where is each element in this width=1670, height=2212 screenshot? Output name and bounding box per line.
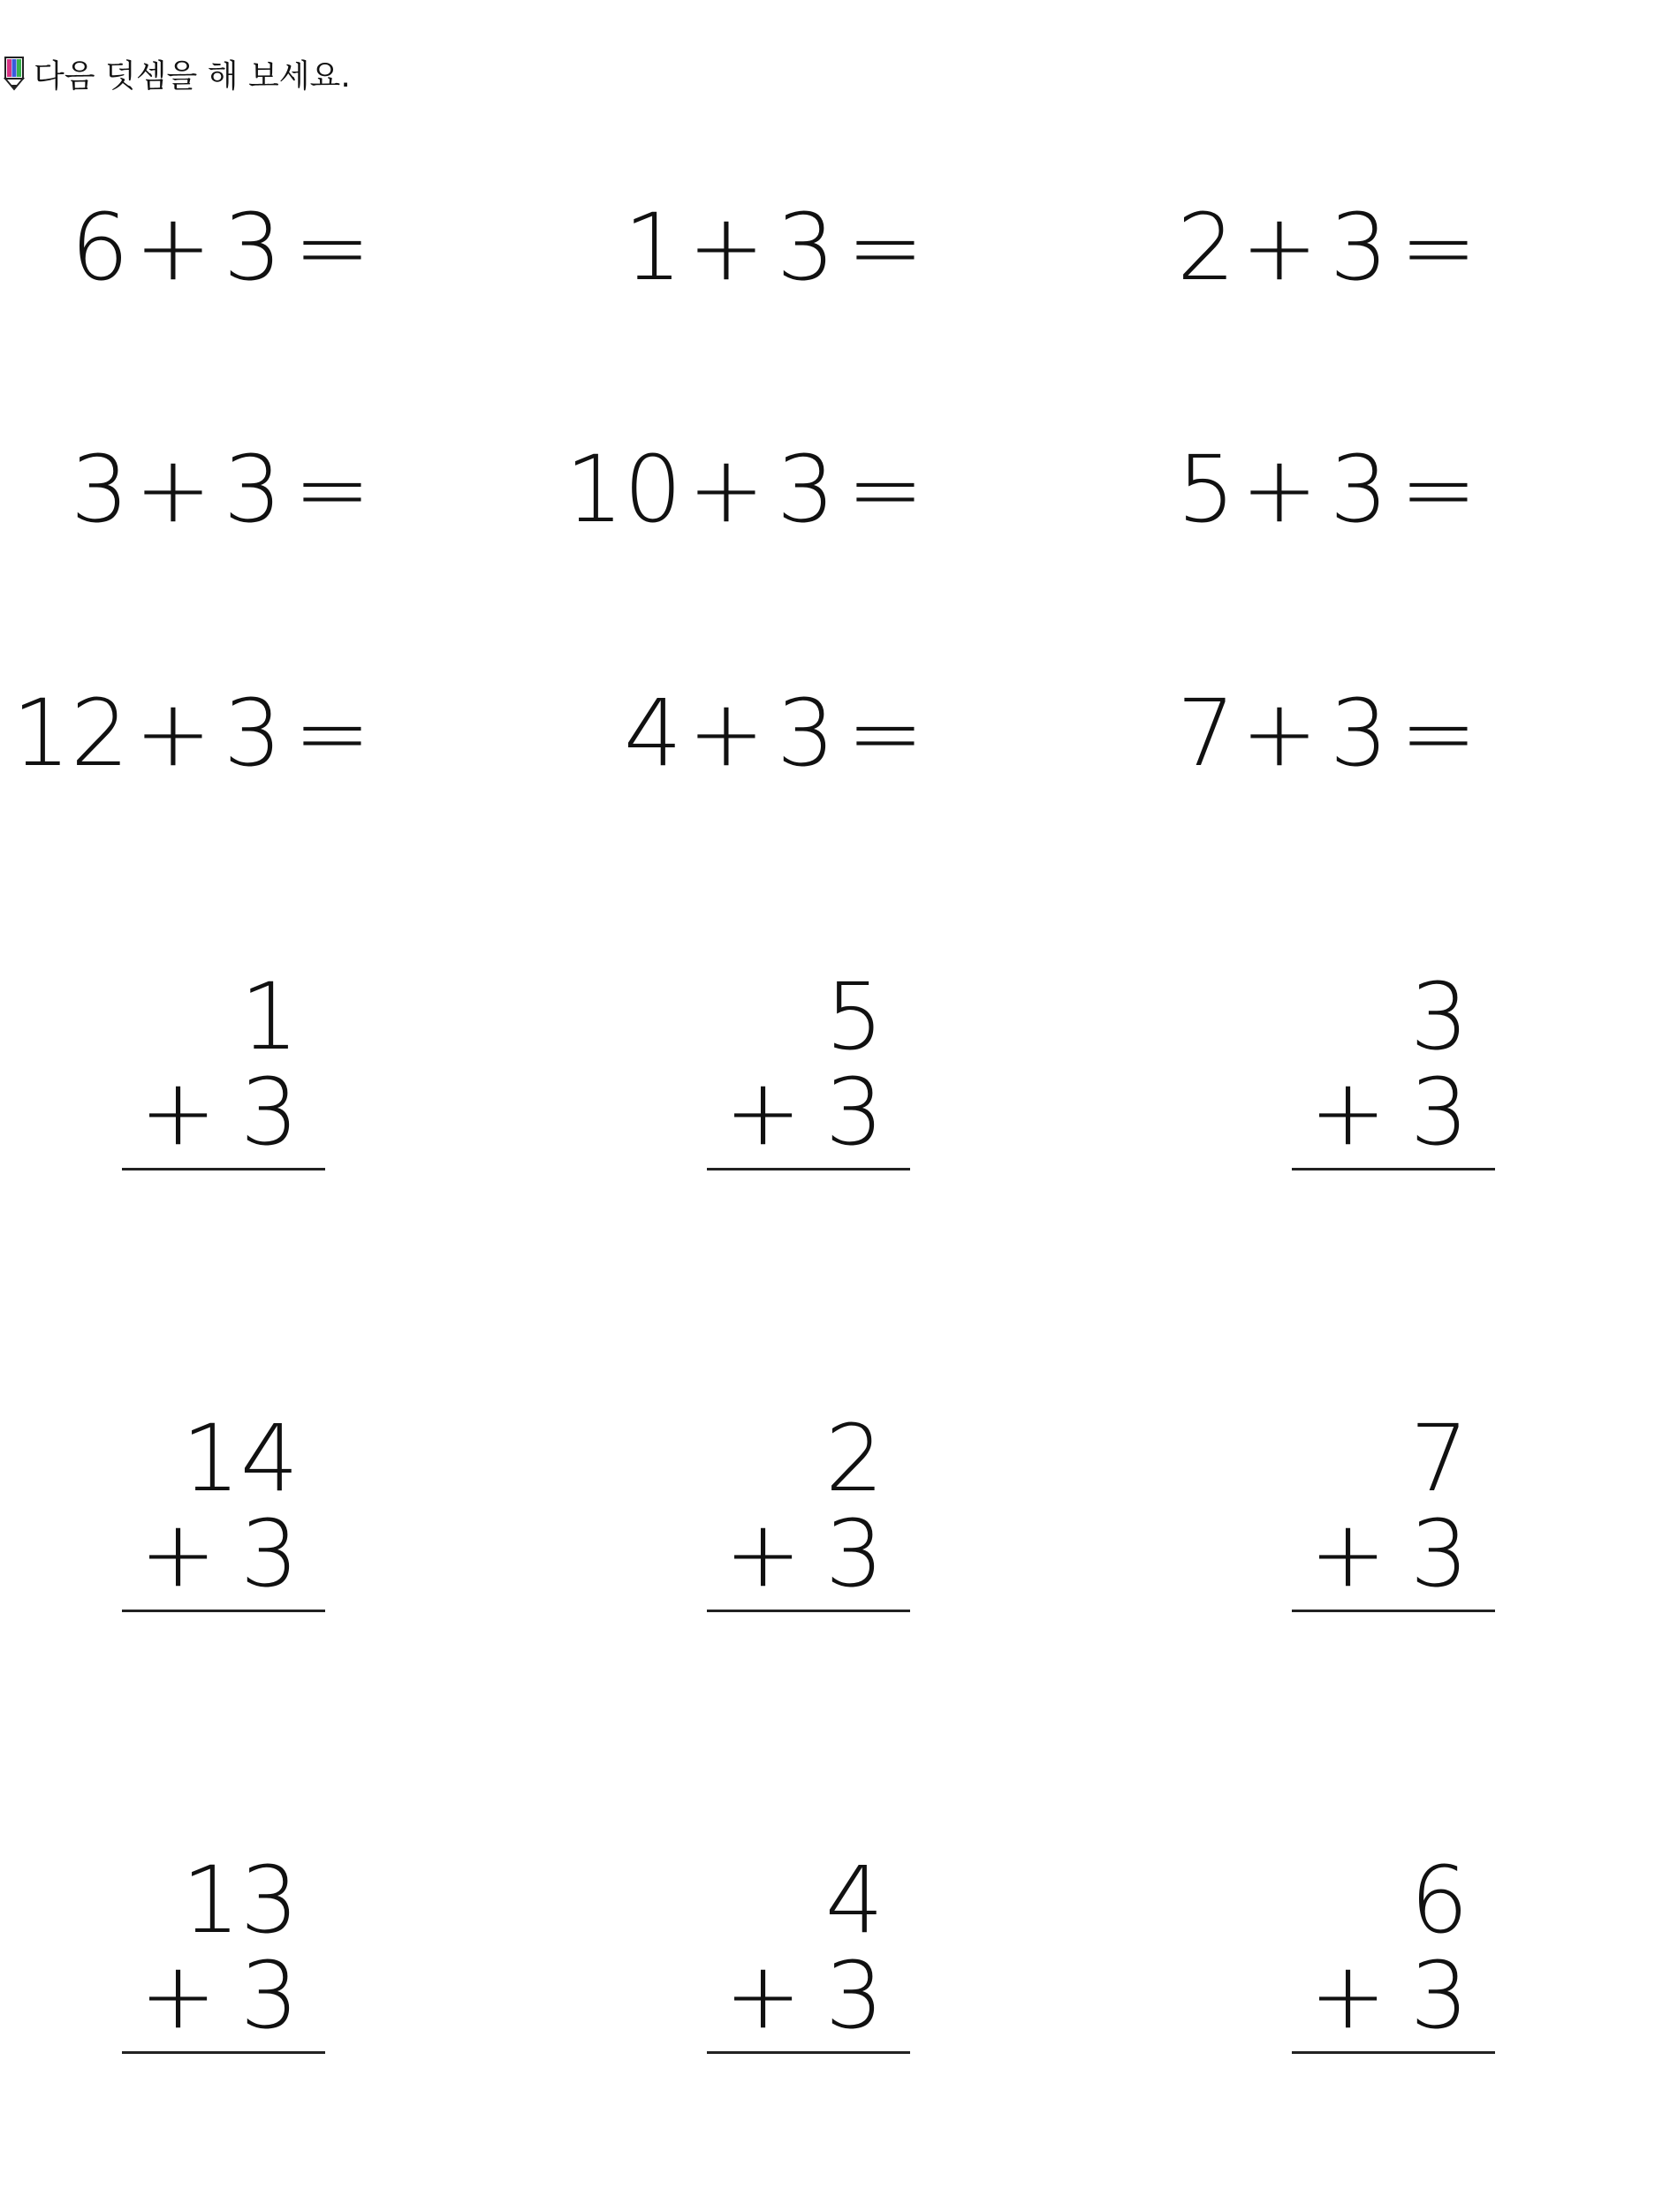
top-number: 13 [181, 1846, 299, 1954]
answer-line [122, 1610, 325, 1612]
addend-a: 1 [623, 193, 682, 301]
plus-sign: + [687, 679, 765, 787]
addend-b: 3 [223, 436, 283, 543]
vertical-equation [122, 1405, 334, 1622]
plus-sign: + [687, 436, 765, 543]
vertical-equation [707, 1846, 919, 2064]
bottom-number: 3 [239, 1942, 299, 2049]
answer-line [1292, 1610, 1495, 1612]
vertical-equation [1292, 1846, 1504, 2064]
instruction [4, 51, 351, 95]
plus-sign: + [140, 1500, 217, 1608]
bottom-number: 3 [1409, 1500, 1469, 1608]
bottom-number: 3 [239, 1500, 299, 1608]
bottom-number: 3 [824, 1942, 884, 2049]
bottom-number: 3 [1409, 1058, 1469, 1166]
plus-sign: + [1241, 679, 1318, 787]
horizontal-equation [5, 194, 376, 300]
vertical-equation [707, 963, 919, 1180]
answer-line [1292, 2051, 1495, 2054]
top-number: 1 [239, 963, 299, 1071]
bottom-number: 3 [1409, 1942, 1469, 2049]
plus-sign: + [1309, 1500, 1387, 1608]
horizontal-equation [5, 436, 376, 542]
plus-sign: + [1241, 193, 1318, 301]
addend-a: 12 [11, 679, 129, 787]
horizontal-equation [558, 680, 930, 786]
answer-line [707, 1168, 910, 1170]
horizontal-equation [558, 436, 930, 542]
plus-sign: + [725, 1942, 802, 2049]
top-number: 7 [1409, 1405, 1469, 1512]
plus-sign: + [725, 1500, 802, 1608]
vertical-equation [122, 963, 334, 1180]
plus-sign: + [134, 436, 212, 543]
horizontal-equation [558, 194, 930, 300]
horizontal-equation [1112, 436, 1483, 542]
plus-sign: + [1309, 1942, 1387, 2049]
equals-sign: = [293, 679, 371, 787]
answer-line [707, 2051, 910, 2054]
equals-sign: = [1400, 679, 1477, 787]
vertical-equation [1292, 963, 1504, 1180]
addend-b: 3 [223, 193, 283, 301]
equals-sign: = [1400, 193, 1477, 301]
horizontal-equation [1112, 680, 1483, 786]
top-number: 3 [1409, 963, 1469, 1071]
pencil-icon [4, 56, 25, 91]
bottom-number: 3 [824, 1500, 884, 1608]
vertical-equation [1292, 1405, 1504, 1622]
addend-a: 5 [1176, 436, 1235, 543]
top-number: 5 [824, 963, 884, 1071]
addend-b: 3 [1329, 679, 1389, 787]
addend-b: 3 [776, 436, 836, 543]
plus-sign: + [725, 1058, 802, 1166]
equals-sign: = [846, 436, 924, 543]
bottom-number: 3 [824, 1058, 884, 1166]
equals-sign: = [293, 436, 371, 543]
plus-sign: + [140, 1058, 217, 1166]
plus-sign: + [1309, 1058, 1387, 1166]
top-number: 6 [1409, 1846, 1469, 1954]
vertical-equation [707, 1405, 919, 1622]
addend-a: 4 [623, 679, 682, 787]
top-number: 2 [824, 1405, 884, 1512]
plus-sign: + [687, 193, 765, 301]
addend-a: 7 [1176, 679, 1235, 787]
horizontal-equation [1112, 194, 1483, 300]
top-number: 14 [181, 1405, 299, 1512]
instruction-text: 다음 덧셈을 해 보세요. [34, 57, 351, 95]
answer-line [707, 1610, 910, 1612]
addend-b: 3 [223, 679, 283, 787]
addend-a: 10 [565, 436, 682, 543]
equals-sign: = [846, 679, 924, 787]
plus-sign: + [1241, 436, 1318, 543]
addend-a: 3 [70, 436, 129, 543]
answer-line [122, 1168, 325, 1170]
bottom-number: 3 [239, 1058, 299, 1166]
plus-sign: + [134, 193, 212, 301]
equals-sign: = [1400, 436, 1477, 543]
addend-b: 3 [1329, 193, 1389, 301]
equals-sign: = [846, 193, 924, 301]
addend-b: 3 [776, 679, 836, 787]
addend-b: 3 [776, 193, 836, 301]
addend-a: 6 [70, 193, 129, 301]
addend-a: 2 [1176, 193, 1235, 301]
answer-line [122, 2051, 325, 2054]
horizontal-equation [5, 680, 376, 786]
addend-b: 3 [1329, 436, 1389, 543]
equals-sign: = [293, 193, 371, 301]
plus-sign: + [140, 1942, 217, 2049]
plus-sign: + [134, 679, 212, 787]
top-number: 4 [824, 1846, 884, 1954]
vertical-equation [122, 1846, 334, 2064]
answer-line [1292, 1168, 1495, 1170]
